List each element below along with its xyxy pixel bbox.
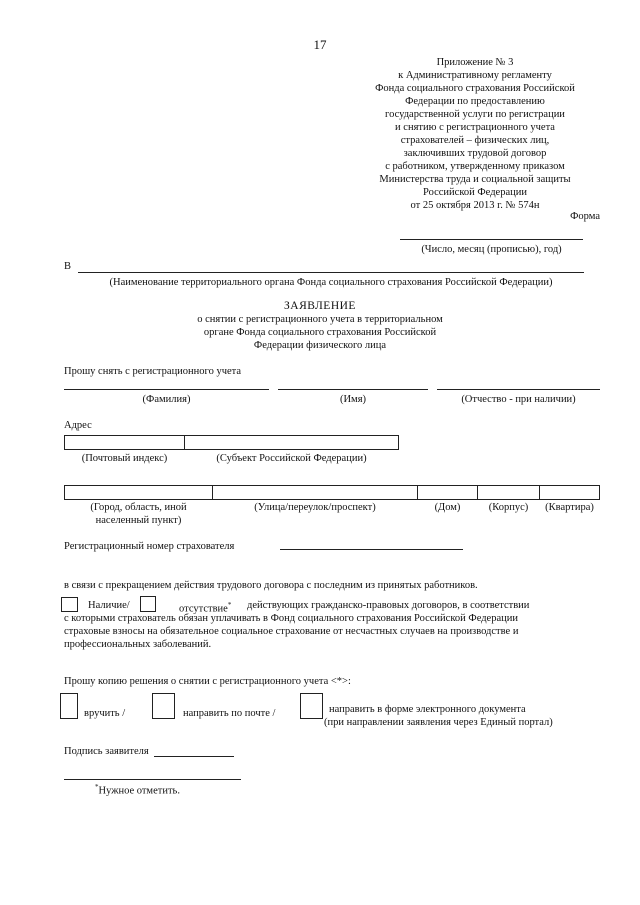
region-caption: (Субъект Российской Федерации) — [216, 453, 367, 464]
appendix-line: Приложение № 3 — [436, 57, 514, 68]
to-prefix: В — [64, 261, 72, 272]
termination-text: в связи с прекращением действия трудового договора с последним из принятых работников. — [64, 580, 478, 591]
street-box[interactable] — [212, 485, 418, 500]
patronymic-caption: (Отчество - при наличии) — [461, 394, 576, 405]
reg-number-label: Регистрационный номер страхователя — [64, 541, 235, 552]
contracts-line: страховые взносы на обязательное социальное страхование от несчастных случаев на производстве и — [64, 626, 519, 637]
electronic-delivery-label: направить в форме электронного документа — [329, 704, 526, 715]
absence-checkbox[interactable] — [140, 596, 156, 612]
apartment-caption: (Квартира) — [545, 502, 594, 513]
appendix-line: государственной услуги по регистрации — [385, 109, 565, 120]
footnote-separator — [64, 779, 241, 780]
statement-subtitle — [170, 313, 470, 352]
appendix-line: с работником, утвержденному приказом — [385, 161, 565, 172]
copy-request-text: Прошу копию решения о снятии с регистрационного учета <*>: — [64, 676, 351, 687]
appendix-line: Российской Федерации — [423, 187, 527, 198]
city-box[interactable] — [64, 485, 213, 500]
footnote — [95, 781, 180, 798]
patronymic-field-line — [437, 389, 600, 390]
building-caption: (Корпус) — [488, 502, 529, 513]
form-label: Форма — [570, 211, 600, 222]
contracts-paragraph — [64, 612, 587, 651]
appendix-line: и снятию с регистрационного учета — [395, 122, 555, 133]
city-caption — [64, 501, 213, 527]
postal-index-caption: (Почтовый индекс) — [81, 453, 168, 464]
contracts-rest-first: действующих гражданско-правовых договоров, в соответствии — [247, 600, 530, 611]
address-label: Адрес — [64, 420, 92, 431]
presence-checkbox[interactable] — [61, 597, 78, 612]
contracts-line: профессиональных заболеваний. — [64, 639, 212, 650]
building-box[interactable] — [477, 485, 540, 500]
region-box[interactable] — [184, 435, 399, 450]
appendix-line: заключивших трудовой договор — [403, 148, 547, 159]
postal-index-box[interactable] — [64, 435, 185, 450]
mail-delivery-label: направить по почте / — [183, 708, 276, 719]
electronic-delivery-note: (при направлении заявления через Единый портал) — [324, 717, 553, 728]
appendix-line: к Административному регламенту — [398, 70, 552, 81]
appendix-line: от 25 октября 2013 г. № 574н — [410, 200, 540, 211]
apartment-box[interactable] — [539, 485, 600, 500]
city-caption-line: (Город, область, иной — [90, 502, 187, 513]
name-field-line — [278, 389, 428, 390]
contracts-line: с которыми страхователь обязан уплачивать в Фонд социального страхования Российской Федерации — [64, 613, 518, 624]
name-caption: (Имя) — [339, 394, 367, 405]
surname-caption: (Фамилия) — [142, 394, 191, 405]
footnote-mark: * — [95, 783, 99, 791]
signature-label: Подпись заявителя — [64, 746, 149, 757]
appendix-line: страхователей – физических лиц, — [400, 135, 550, 146]
surname-field-line — [64, 389, 269, 390]
statement-subtitle-line: Федерации физического лица — [253, 340, 387, 351]
appendix-line: Фонда социального страхования Российской — [375, 83, 575, 94]
statement-title: ЗАЯВЛЕНИЕ — [284, 300, 356, 312]
statement-subtitle-line: о снятии с регистрационного учета в территориальном — [197, 314, 443, 325]
organ-caption: (Наименование территориального органа Фонда социального страхования Российской Федерации) — [109, 277, 553, 288]
date-caption: (Число, месяц (прописью), год) — [421, 244, 562, 255]
appendix-block — [350, 56, 600, 212]
signature-field-line — [154, 756, 234, 757]
absence-word: отсутствие — [179, 603, 228, 615]
date-field-line — [400, 239, 583, 240]
house-box[interactable] — [417, 485, 478, 500]
hand-delivery-checkbox[interactable] — [60, 693, 78, 719]
page-number: 17 — [313, 37, 327, 52]
statement-subtitle-line: органе Фонда социального страхования Российской — [203, 327, 437, 338]
city-caption-line: населенный пункт) — [95, 515, 182, 526]
street-caption: (Улица/переулок/проспект) — [254, 502, 376, 513]
mail-delivery-checkbox[interactable] — [152, 693, 175, 719]
organ-field-line — [78, 272, 584, 273]
reg-number-field-line — [280, 549, 463, 550]
appendix-line: Министерства труда и социальной защиты — [379, 174, 571, 185]
request-text: Прошу снять с регистрационного учета — [64, 366, 242, 377]
absence-star: * — [227, 601, 232, 609]
hand-delivery-label: вручить / — [84, 708, 126, 719]
appendix-line: Федерации по предоставлению — [405, 96, 545, 107]
presence-label: Наличие/ — [88, 600, 130, 611]
electronic-delivery-checkbox[interactable] — [300, 693, 323, 719]
house-caption: (Дом) — [434, 502, 461, 513]
footnote-text: Нужное отметить. — [98, 785, 180, 797]
